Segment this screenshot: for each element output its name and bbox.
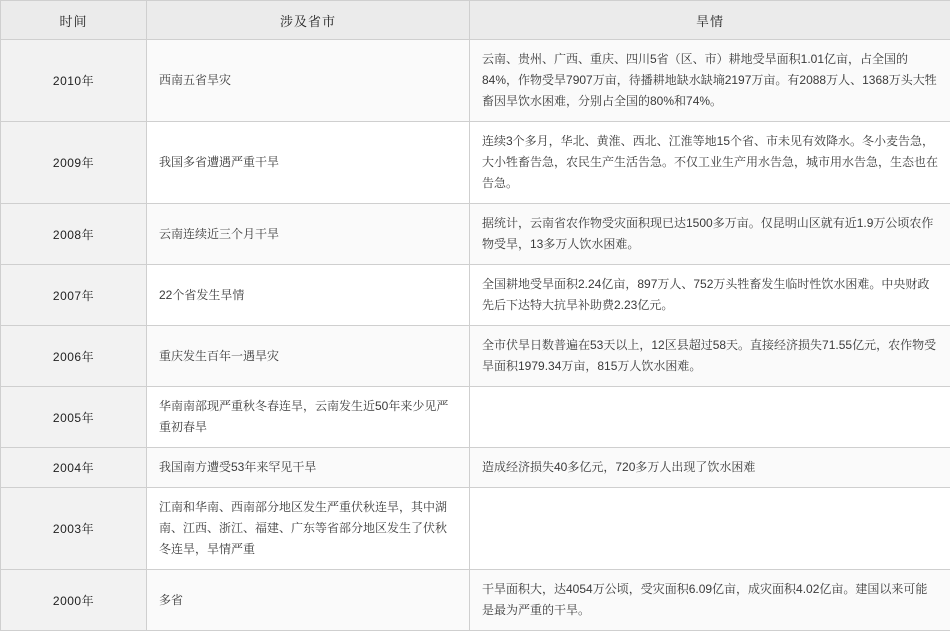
table-row [1, 448, 950, 488]
table-row [1, 40, 950, 122]
cell-provinces: 云南连续近三个月干旱 [147, 204, 470, 265]
table-row [1, 265, 950, 326]
cell-drought: 造成经济损失40多亿元，720多万人出现了饮水困难 [470, 448, 950, 488]
cell-drought: 干旱面积大，达4054万公顷，受灾面积6.09亿亩，成灾面积4.02亿亩。建国以来可能是最为严重的干旱。 [470, 570, 950, 631]
cell-drought [470, 488, 950, 570]
cell-year: 2005年 [1, 387, 147, 448]
table-row [1, 122, 950, 204]
cell-provinces: 22个省发生旱情 [147, 265, 470, 326]
cell-drought: 据统计，云南省农作物受灾面积现已达1500多万亩。仅昆明山区就有近1.9万公顷农作物受旱，13多万人饮水困难。 [470, 204, 950, 265]
table-row [1, 570, 950, 631]
table-header [1, 1, 950, 40]
cell-drought: 全国耕地受旱面积2.24亿亩，897万人、752万头牲畜发生临时性饮水困难。中央财政先后下达特大抗旱补助费2.23亿元。 [470, 265, 950, 326]
cell-drought: 连续3个多月，华北、黄淮、西北、江淮等地15个省、市未见有效降水。冬小麦告急，大小牲畜告急，农民生产生活告急。不仅工业生产用水告急，城市用水告急，生态也在告急。 [470, 122, 950, 204]
table-row [1, 488, 950, 570]
cell-provinces: 西南五省旱灾 [147, 40, 470, 122]
cell-year: 2009年 [1, 122, 147, 204]
cell-year: 2008年 [1, 204, 147, 265]
header-row [1, 1, 950, 40]
cell-provinces: 江南和华南、西南部分地区发生严重伏秋连旱，其中湖南、江西、浙江、福建、广东等省部分地区发生了伏秋冬连旱，旱情严重 [147, 488, 470, 570]
cell-year: 2003年 [1, 488, 147, 570]
cell-provinces: 我国多省遭遇严重干旱 [147, 122, 470, 204]
table-row [1, 326, 950, 387]
table-row [1, 204, 950, 265]
cell-drought: 全市伏旱日数普遍在53天以上，12区县超过58天。直接经济损失71.55亿元，农作物受旱面积1979.34万亩，815万人饮水困难。 [470, 326, 950, 387]
table-row [1, 387, 950, 448]
cell-year: 2004年 [1, 448, 147, 488]
column-header-drought: 旱情 [470, 1, 950, 40]
cell-year: 2007年 [1, 265, 147, 326]
table-body [1, 40, 950, 631]
cell-year: 2000年 [1, 570, 147, 631]
cell-year: 2010年 [1, 40, 147, 122]
cell-provinces: 华南南部现严重秋冬春连旱，云南发生近50年来少见严重初春旱 [147, 387, 470, 448]
cell-provinces: 多省 [147, 570, 470, 631]
cell-provinces: 我国南方遭受53年来罕见干旱 [147, 448, 470, 488]
column-header-time: 时间 [1, 1, 147, 40]
column-header-provinces: 涉及省市 [147, 1, 470, 40]
cell-drought [470, 387, 950, 448]
cell-provinces: 重庆发生百年一遇旱灾 [147, 326, 470, 387]
cell-drought: 云南、贵州、广西、重庆、四川5省（区、市）耕地受旱面积1.01亿亩，占全国的84%，作物受旱7907万亩，待播耕地缺水缺墒2197万亩。有2088万人、1368万头大牲畜因旱饮水困难，分别占全国的80%和74%。 [470, 40, 950, 122]
cell-year: 2006年 [1, 326, 147, 387]
